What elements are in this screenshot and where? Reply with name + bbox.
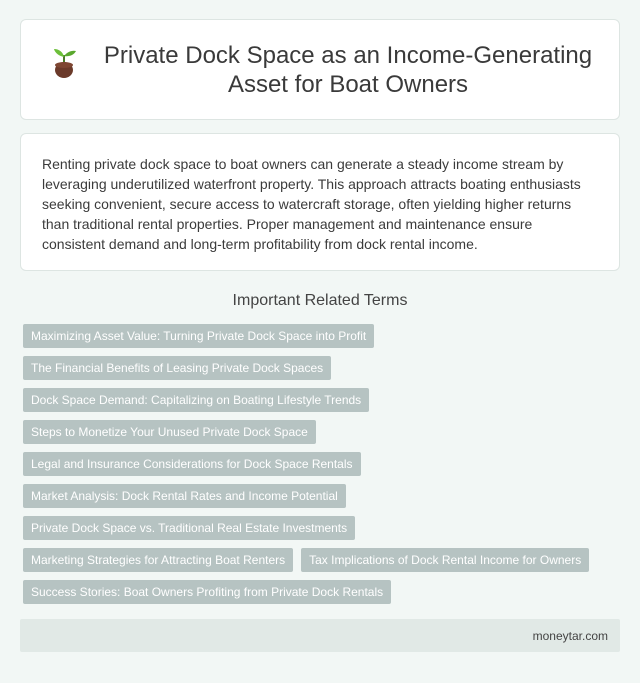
related-term-tag[interactable]: Tax Implications of Dock Rental Income for Owners [301,548,589,572]
summary-card [20,133,620,271]
related-term-tag[interactable]: The Financial Benefits of Leasing Private Dock Spaces [23,356,331,380]
title-row [47,41,593,99]
related-term-tag[interactable]: Dock Space Demand: Capitalizing on Boating Lifestyle Trends [23,388,369,412]
page-title: Private Dock Space as an Income-Generating Asset for Boat Owners [103,41,593,98]
related-term-tag[interactable]: Marketing Strategies for Attracting Boat Renters [23,548,293,572]
sprout-icon [47,45,81,79]
related-terms-heading: Important Related Terms [232,292,408,309]
related-term-tag[interactable]: Market Analysis: Dock Rental Rates and Income Potential [23,484,346,508]
related-term-tag[interactable]: Legal and Insurance Considerations for Dock Space Rentals [23,452,361,476]
title-card [20,19,620,120]
related-term-tag[interactable]: Maximizing Asset Value: Turning Private Dock Space into Profit [23,324,374,348]
summary-text: Renting private dock space to boat owners can generate a steady income stream by leveraging underutilized waterfront property. This approach attracts boating enthusiasts seeking convenient, secure access to watercraft storage, often yielding higher returns than traditional rental properties. Proper management and maintenance ensure consistent demand and long-term profitability from dock rental income. [42,156,581,252]
footer-site-link[interactable]: moneytar.com [532,628,608,643]
related-terms-list [23,324,623,612]
related-term-tag[interactable]: Success Stories: Boat Owners Profiting from Private Dock Rentals [23,580,391,604]
related-term-tag[interactable]: Steps to Monetize Your Unused Private Dock Space [23,420,316,444]
related-term-tag[interactable]: Private Dock Space vs. Traditional Real Estate Investments [23,516,355,540]
footer [20,619,620,652]
